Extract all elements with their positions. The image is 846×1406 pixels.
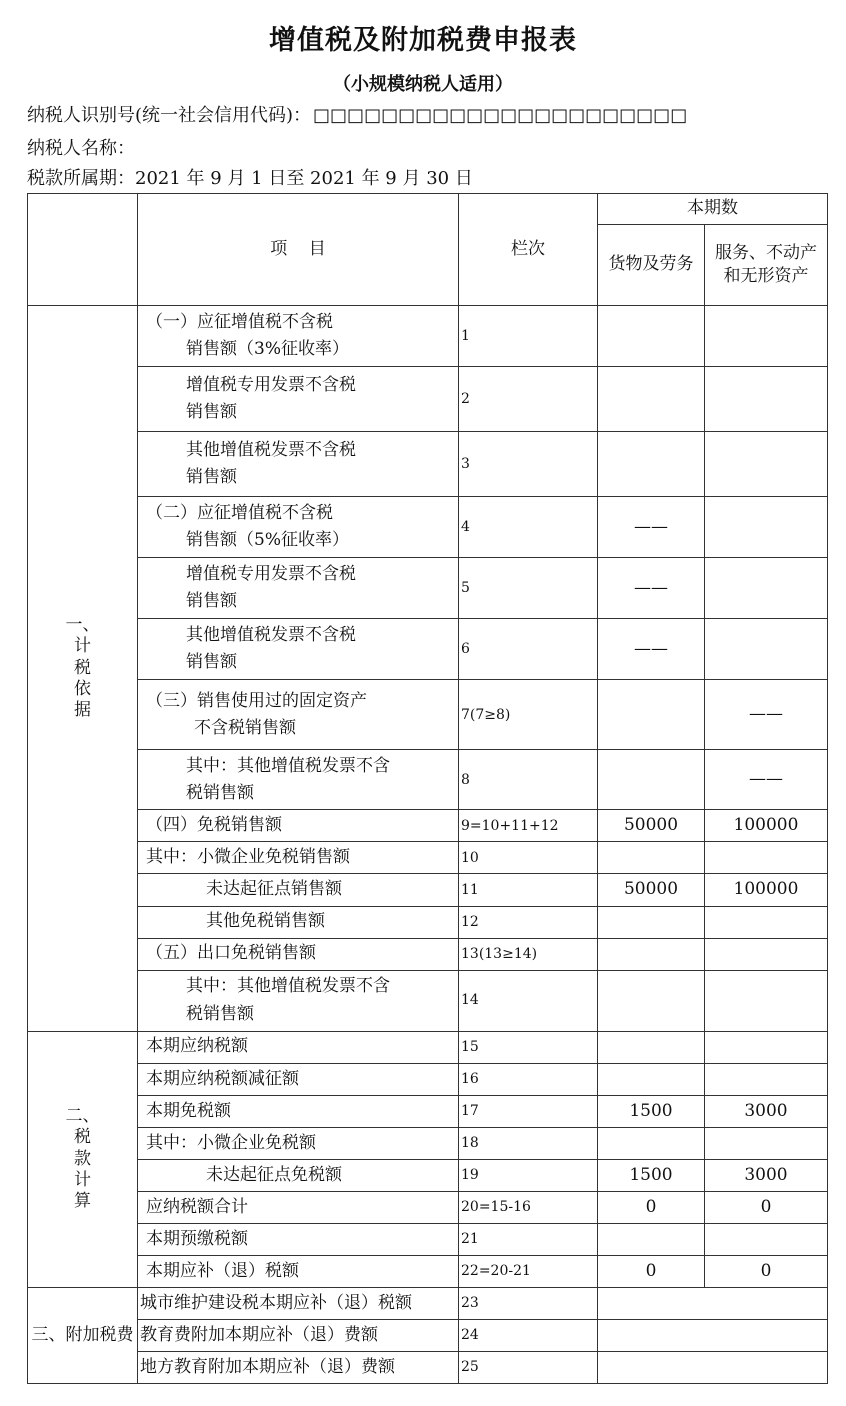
taxpayer-id-label: 纳税人识别号(统一社会信用代码)： xyxy=(27,105,312,126)
row-services-value xyxy=(705,432,828,497)
row-goods-value xyxy=(598,750,705,810)
row-column-no: 7(7≥8) xyxy=(459,680,598,750)
row-item: 其中：小微企业免税额 xyxy=(138,1127,459,1159)
row-column-no: 22=20-21 xyxy=(459,1255,598,1287)
table-row xyxy=(28,1095,828,1127)
table-row xyxy=(28,680,828,750)
row-services-value xyxy=(705,1031,828,1063)
row-column-no: 12 xyxy=(459,906,598,938)
row-goods-value xyxy=(598,938,705,970)
row-goods-value xyxy=(598,1223,705,1255)
taxpayer-id-boxes: □□□□□□□□□□□□□□□□□□□□□□ xyxy=(313,105,688,126)
section-3-label: 三、附加税费 xyxy=(28,1287,138,1383)
row-services-value xyxy=(705,1127,828,1159)
row-item: 其中：其他增值税发票不含 税销售额 xyxy=(138,970,459,1031)
tax-period-value: 2021 年 9 月 1 日至 2021 年 9 月 30 日 xyxy=(135,168,473,189)
row-value xyxy=(598,1319,828,1351)
row-item: （五）出口免税销售额 xyxy=(138,938,459,970)
row-item: 未达起征点免税额 xyxy=(138,1159,459,1191)
row-goods-value: 1500 xyxy=(598,1095,705,1127)
row-services-value xyxy=(705,306,828,367)
tax-period-row xyxy=(27,164,473,190)
table-row xyxy=(28,1127,828,1159)
table-row xyxy=(28,1255,828,1287)
header-item: 项 目 xyxy=(138,194,459,306)
row-item: （四）免税销售额 xyxy=(138,810,459,842)
row-column-no: 23 xyxy=(459,1287,598,1319)
row-goods-value: —— xyxy=(598,497,705,558)
declaration-table xyxy=(27,193,828,1384)
row-services-value: 3000 xyxy=(705,1159,828,1191)
table-row xyxy=(28,750,828,810)
row-column-no: 5 xyxy=(459,558,598,619)
row-goods-value xyxy=(598,306,705,367)
row-column-no: 1 xyxy=(459,306,598,367)
row-services-value xyxy=(705,842,828,874)
row-column-no: 17 xyxy=(459,1095,598,1127)
row-services-value xyxy=(705,367,828,432)
table-row xyxy=(28,1223,828,1255)
taxpayer-name-row xyxy=(27,134,135,160)
row-services-value xyxy=(705,970,828,1031)
row-column-no: 15 xyxy=(459,1031,598,1063)
row-services-value: —— xyxy=(705,750,828,810)
row-goods-value: —— xyxy=(598,558,705,619)
header-column-no: 栏次 xyxy=(459,194,598,306)
row-services-value: 0 xyxy=(705,1255,828,1287)
row-goods-value xyxy=(598,367,705,432)
table-row xyxy=(28,1159,828,1191)
header-services xyxy=(705,225,828,306)
header-goods: 货物及劳务 xyxy=(598,225,705,306)
row-column-no: 14 xyxy=(459,970,598,1031)
row-services-value xyxy=(705,619,828,680)
table-row xyxy=(28,970,828,1031)
table-row xyxy=(28,906,828,938)
row-item: 增值税专用发票不含税 销售额 xyxy=(138,558,459,619)
row-services-value xyxy=(705,906,828,938)
row-column-no: 24 xyxy=(459,1319,598,1351)
row-goods-value xyxy=(598,906,705,938)
header-services-line1: 服务、不动产 xyxy=(715,243,817,264)
table-row xyxy=(28,432,828,497)
row-item: （一）应征增值税不含税 销售额（3%征收率） xyxy=(138,306,459,367)
table-row xyxy=(28,1063,828,1095)
row-item: 其他免税销售额 xyxy=(138,906,459,938)
taxpayer-name-label: 纳税人名称： xyxy=(27,138,135,159)
row-item: 本期免税额 xyxy=(138,1095,459,1127)
row-column-no: 6 xyxy=(459,619,598,680)
row-item: 本期应纳税额减征额 xyxy=(138,1063,459,1095)
row-services-value xyxy=(705,1223,828,1255)
row-item: 本期应纳税额 xyxy=(138,1031,459,1063)
row-goods-value: 0 xyxy=(598,1191,705,1223)
row-goods-value xyxy=(598,1063,705,1095)
row-item: 城市维护建设税本期应补（退）税额 xyxy=(138,1287,459,1319)
header-blank-cell xyxy=(28,194,138,306)
row-item: 其中：小微企业免税销售额 xyxy=(138,842,459,874)
row-services-value xyxy=(705,558,828,619)
taxpayer-id-row xyxy=(27,101,687,127)
table-row xyxy=(28,367,828,432)
row-goods-value xyxy=(598,1127,705,1159)
row-value xyxy=(598,1287,828,1319)
row-goods-value: 1500 xyxy=(598,1159,705,1191)
table-row xyxy=(28,1319,828,1351)
row-services-value: 100000 xyxy=(705,810,828,842)
table-row xyxy=(28,810,828,842)
row-item: 增值税专用发票不含税 销售额 xyxy=(138,367,459,432)
row-goods-value xyxy=(598,1031,705,1063)
row-services-value xyxy=(705,938,828,970)
form-subtitle: （小规模纳税人适用） xyxy=(333,74,513,95)
row-item: 教育费附加本期应补（退）费额 xyxy=(138,1319,459,1351)
row-column-no: 19 xyxy=(459,1159,598,1191)
table-row xyxy=(28,1191,828,1223)
form-title: 增值税及附加税费申报表 xyxy=(269,25,577,56)
row-item: （二）应征增值税不含税 销售额（5%征收率） xyxy=(138,497,459,558)
tax-period-label: 税款所属期： xyxy=(27,168,135,189)
row-item: 本期应补（退）税额 xyxy=(138,1255,459,1287)
row-item: （三）销售使用过的固定资产 不含税销售额 xyxy=(138,680,459,750)
row-item: 其他增值税发票不含税 销售额 xyxy=(138,432,459,497)
table-row xyxy=(28,874,828,906)
row-goods-value: 0 xyxy=(598,1255,705,1287)
row-item: 未达起征点销售额 xyxy=(138,874,459,906)
section-1-label: 一、 计 税 依 据 xyxy=(28,306,138,1032)
row-services-value xyxy=(705,1063,828,1095)
row-item: 其中：其他增值税发票不含 税销售额 xyxy=(138,750,459,810)
row-goods-value xyxy=(598,680,705,750)
row-column-no: 20=15-16 xyxy=(459,1191,598,1223)
section-2-label: 二、 税 款 计 算 xyxy=(28,1031,138,1287)
row-goods-value xyxy=(598,842,705,874)
row-services-value: 3000 xyxy=(705,1095,828,1127)
table-row xyxy=(28,1031,828,1063)
row-column-no: 16 xyxy=(459,1063,598,1095)
row-item: 地方教育附加本期应补（退）费额 xyxy=(138,1351,459,1383)
row-column-no: 18 xyxy=(459,1127,598,1159)
row-services-value: —— xyxy=(705,680,828,750)
row-goods-value: 50000 xyxy=(598,810,705,842)
row-value xyxy=(598,1351,828,1383)
table-row xyxy=(28,619,828,680)
row-item: 应纳税额合计 xyxy=(138,1191,459,1223)
table-row xyxy=(28,938,828,970)
row-item: 本期预缴税额 xyxy=(138,1223,459,1255)
table-row xyxy=(28,306,828,367)
row-column-no: 11 xyxy=(459,874,598,906)
row-column-no: 21 xyxy=(459,1223,598,1255)
row-column-no: 10 xyxy=(459,842,598,874)
header-current-period: 本期数 xyxy=(598,194,828,225)
row-column-no: 13(13≥14) xyxy=(459,938,598,970)
row-column-no: 3 xyxy=(459,432,598,497)
row-column-no: 8 xyxy=(459,750,598,810)
row-goods-value: 50000 xyxy=(598,874,705,906)
row-item: 其他增值税发票不含税 销售额 xyxy=(138,619,459,680)
row-services-value: 100000 xyxy=(705,874,828,906)
row-column-no: 25 xyxy=(459,1351,598,1383)
row-column-no: 2 xyxy=(459,367,598,432)
row-goods-value xyxy=(598,432,705,497)
table-row xyxy=(28,842,828,874)
table-row xyxy=(28,558,828,619)
table-row xyxy=(28,497,828,558)
row-goods-value xyxy=(598,970,705,1031)
row-goods-value: —— xyxy=(598,619,705,680)
row-services-value xyxy=(705,497,828,558)
row-services-value: 0 xyxy=(705,1191,828,1223)
table-row xyxy=(28,1351,828,1383)
table-row xyxy=(28,1287,828,1319)
header-services-line2: 和无形资产 xyxy=(723,266,809,287)
row-column-no: 4 xyxy=(459,497,598,558)
row-column-no: 9=10+11+12 xyxy=(459,810,598,842)
